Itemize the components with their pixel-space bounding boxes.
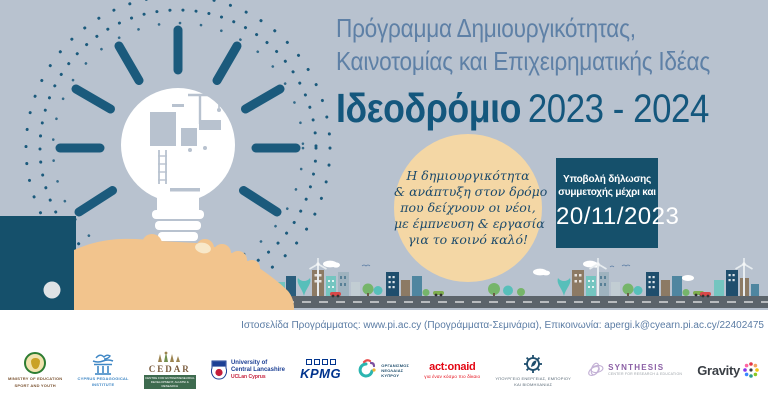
title-line-2: Καινοτομίας και Επιχειρηματικής Ιδέας <box>336 46 711 76</box>
logo-caption: SPORT AND YOUTH <box>14 383 56 388</box>
logo-caption: ΟΡΓΑΝΙΣΜΟΣ <box>381 362 410 368</box>
lightbulb <box>121 88 235 251</box>
motto-line: που δείχνουν οι νέοι, <box>400 200 536 215</box>
logo-caption: ΝΕΟΛΑΙΑΣ <box>381 367 404 373</box>
deadline-text-2: συμμετοχής μέχρι και <box>558 187 656 198</box>
logo-gravity <box>697 361 760 379</box>
deadline-date: 20/11/2023 <box>556 203 680 230</box>
actionaid-wordmark: act:onaid <box>429 361 476 373</box>
logo-ministry-of-education <box>8 352 62 388</box>
title-line-1: Πρόγραμμα Δημιουργικότητας, <box>336 13 636 43</box>
ministry-emblem-icon <box>24 352 46 374</box>
column-bird-icon <box>90 353 116 375</box>
kpmg-wordmark: KPMG <box>300 366 342 381</box>
partner-logo-row <box>8 340 760 400</box>
motto-circle <box>394 134 548 282</box>
motto-line: για το κοινό καλό! <box>407 232 529 247</box>
cedar-bar-caption: CENTRE FOR ENTREPRENEURIAL DEVELOPMENT, ALUMNI & RESEARCH <box>144 376 195 388</box>
logo-caption: MINISTRY OF EDUCATION <box>8 376 63 381</box>
title-main <box>336 85 710 132</box>
deadline-box <box>556 158 680 248</box>
synthesis-wordmark: SYNTHESIS <box>608 363 665 372</box>
logo-synthesis <box>586 361 682 379</box>
gravity-dots-icon <box>742 361 760 379</box>
motto-line: & ανάπτυξη στον δρόμο <box>394 184 548 199</box>
sleeve <box>0 216 76 310</box>
uclan-shield-icon <box>211 360 227 380</box>
motto-line: με έμπνευση & εργασία <box>394 216 545 231</box>
gear-leaf-icon <box>522 353 544 375</box>
logo-caption: ΚΑΙ ΒΙΟΜΗΧΑΝΙΑΣ <box>514 382 553 387</box>
youth-board-swirl-icon <box>356 359 378 381</box>
program-title <box>336 12 766 132</box>
logo-caption: ΚΥΠΡΟΥ <box>381 372 400 378</box>
logo-caption: CYPRUS PEDAGOGICAL <box>77 376 129 381</box>
program-name: Ιδεοδρόμιο <box>336 85 521 131</box>
cedar-trees-icon <box>150 351 190 363</box>
synthesis-petals-icon <box>586 361 606 379</box>
cedar-wordmark: CEDAR <box>148 364 191 374</box>
logo-cedar <box>144 351 196 389</box>
kpmg-squares-icon <box>306 359 336 365</box>
hand-holding-lightbulb-illustration <box>0 0 340 310</box>
logo-caption: ΥΠΟΥΡΓΕΙΟ ΕΝΕΡΓΕΙΑΣ, ΕΜΠΟΡΙΟΥ <box>495 376 571 381</box>
logo-subcaption: UCLan Cyprus <box>230 373 266 380</box>
logo-cyprus-pedagogical-institute <box>78 353 129 387</box>
motto-line: Η δημιουργικότητα <box>406 168 530 183</box>
logo-caption: Central Lancashire <box>230 366 285 373</box>
deadline-text-1: Υποβολή δήλωσης <box>562 174 652 185</box>
hand <box>74 234 294 310</box>
contact-info: Ιστοσελίδα Προγράμματος: www.pi.ac.cy (Προγράμματα-Σεμινάρια), Επικοινωνία: apergi.k@cyearn.pi.ac.cy/22402475 <box>241 320 764 331</box>
logo-kpmg <box>300 359 341 381</box>
logo-actionaid <box>424 361 480 379</box>
synthesis-tagline: CENTER FOR RESEARCH & EDUCATION <box>608 372 683 376</box>
logo-uclan-cyprus <box>211 360 285 381</box>
logo-caption: University of <box>230 359 268 366</box>
logo-caption: INSTITUTE <box>91 382 115 387</box>
program-years: 2023 - 2024 <box>527 87 709 131</box>
actionaid-tagline: για έναν κόσμο πιο δίκαιο <box>424 374 481 379</box>
logo-youth-board-cyprus <box>356 359 409 381</box>
logo-ministry-of-energy <box>495 353 571 387</box>
footer-area <box>0 310 768 402</box>
gravity-wordmark: Gravity <box>697 362 740 378</box>
